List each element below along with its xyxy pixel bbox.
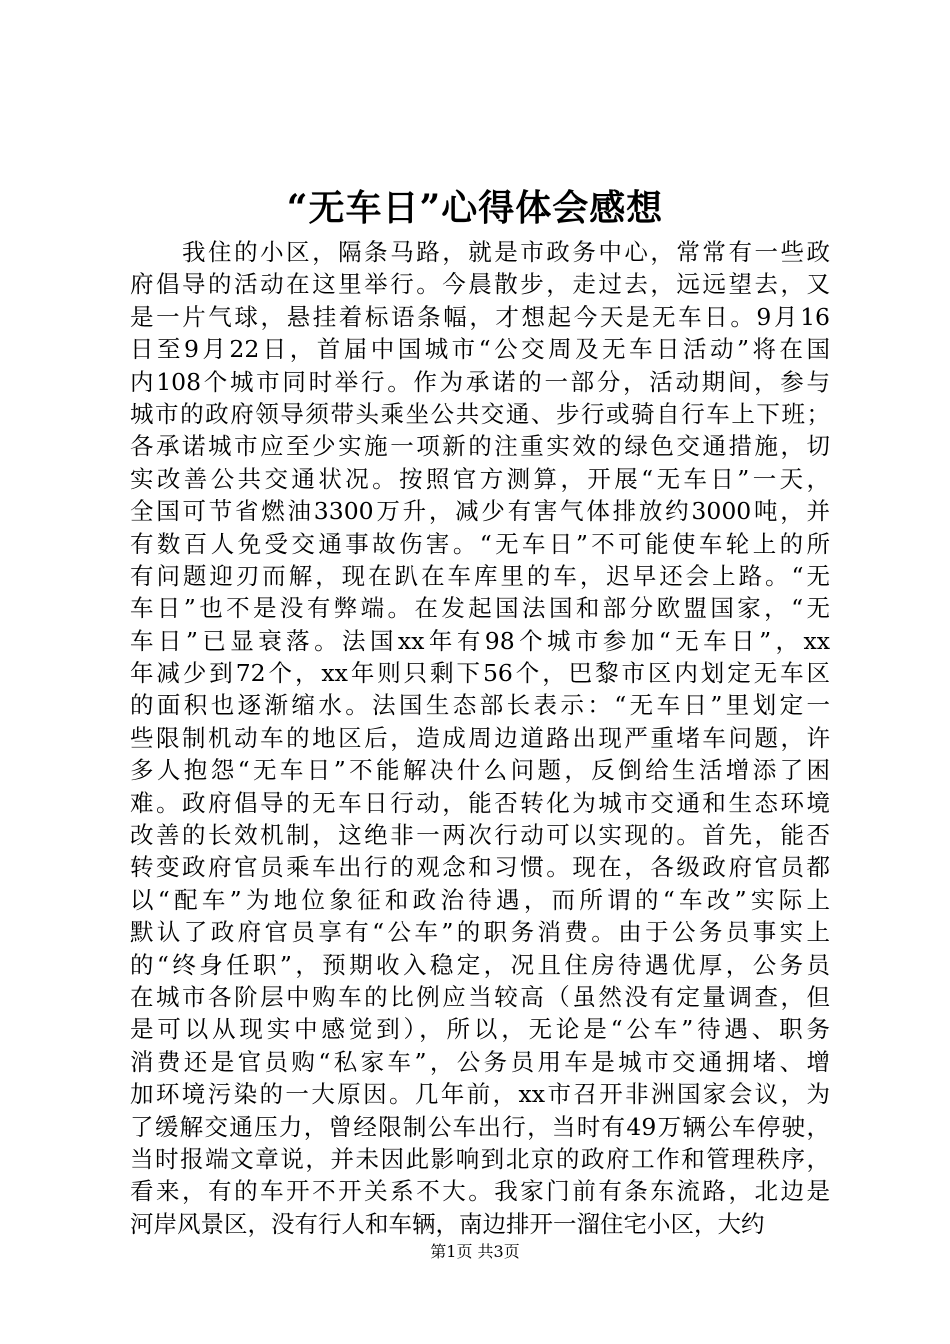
body-line: 以“配车”为地位象征和政治待遇，而所谓的“车改”实际上 <box>130 885 830 914</box>
body-line: 在城市各阶层中购车的比例应当较高（虽然没有定量调查，但 <box>130 982 830 1011</box>
body-line: 加环境污染的一大原因。几年前，xx市召开非洲国家会议，为 <box>130 1080 830 1109</box>
body-line: 了缓解交通压力，曾经限制公车出行，当时有49万辆公车停驶， <box>130 1112 830 1141</box>
document-body <box>130 236 830 1240</box>
body-line: 内108个城市同时举行。作为承诺的一部分，活动期间，参与 <box>130 367 830 396</box>
body-line: 难。政府倡导的无车日行动，能否转化为城市交通和生态环境 <box>130 788 830 817</box>
body-line: 我住的小区，隔条马路，就是市政务中心，常常有一些政 <box>130 238 830 266</box>
body-line: 年减少到72个，xx年则只剩下56个，巴黎市区内划定无车区 <box>130 659 830 688</box>
document-title: “无车日”心得体会感想 <box>286 187 664 229</box>
body-line: 实改善公共交通状况。按照官方测算，开展“无车日”一天， <box>130 464 830 493</box>
body-line: 城市的政府领导须带头乘坐公共交通、步行或骑自行车上下班； <box>130 399 830 428</box>
body-line: 车日”也不是没有弊端。在发起国法国和部分欧盟国家，“无 <box>130 594 830 623</box>
body-line: 日至9月22日，首届中国城市“公交周及无车日活动”将在国 <box>130 335 830 364</box>
body-line: 全国可节省燃油3300万升，减少有害气体排放约3000吨，并 <box>130 497 830 526</box>
body-line: 车日”已显衰落。法国xx年有98个城市参加“无车日”，xx <box>130 626 830 655</box>
body-line: 转变政府官员乘车出行的观念和习惯。现在，各级政府官员都 <box>130 853 830 882</box>
body-line: 的面积也逐渐缩水。法国生态部长表示：“无车日”里划定一 <box>130 691 830 720</box>
body-line: 改善的长效机制，这绝非一两次行动可以实现的。首先，能否 <box>130 821 830 850</box>
body-line: 有问题迎刃而解，现在趴在车库里的车，迟早还会上路。“无 <box>130 561 830 590</box>
body-line: 消费还是官员购“私家车”，公务员用车是城市交通拥堵、增 <box>130 1047 830 1076</box>
body-line: 看来，有的车开不开关系不大。我家门前有条东流路，北边是 <box>130 1177 830 1206</box>
body-line: 各承诺城市应至少实施一项新的注重实效的绿色交通措施，切 <box>130 432 830 461</box>
body-line: 河岸风景区，没有行人和车辆，南边排开一溜住宅小区，大约 <box>130 1209 765 1238</box>
page-number-footer: 第1页 共3页 <box>430 1242 520 1261</box>
body-line: 有数百人免受交通事故伤害。“无车日”不可能使车轮上的所 <box>130 529 830 558</box>
body-line: 是一片气球，悬挂着标语条幅，才想起今天是无车日。9月16 <box>130 302 830 331</box>
body-line: 多人抱怨“无车日”不能解决什么问题，反倒给生活增添了困 <box>130 756 830 785</box>
body-line: 些限制机动车的地区后，造成周边道路出现严重堵车问题，许 <box>130 723 830 752</box>
body-line: 默认了政府官员享有“公车”的职务消费。由于公务员事实上 <box>130 918 830 947</box>
body-line: 的“终身任职”，预期收入稳定，况且住房待遇优厚，公务员 <box>130 950 830 979</box>
body-line: 是可以从现实中感觉到），所以，无论是“公车”待遇、职务 <box>130 1015 830 1044</box>
body-line: 当时报端文章说，并未因此影响到北京的政府工作和管理秩序， <box>130 1144 830 1173</box>
body-line: 府倡导的活动在这里举行。今晨散步，走过去，远远望去，又 <box>130 270 830 299</box>
